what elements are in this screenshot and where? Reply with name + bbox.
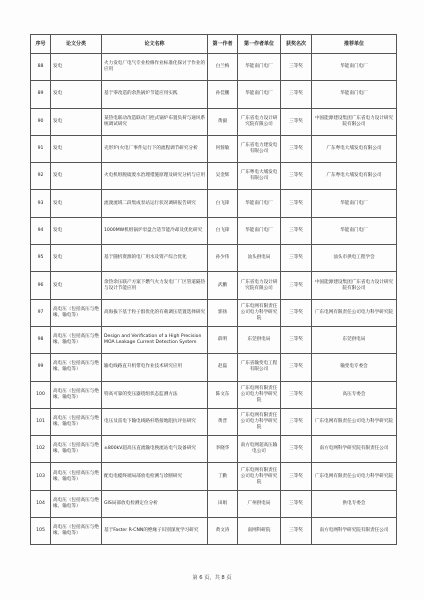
cell-unit: 南网科研院 xyxy=(238,518,281,545)
cell-award: 三等奖 xyxy=(281,299,312,326)
table-row xyxy=(31,245,397,272)
cell-seq: 89 xyxy=(31,81,51,108)
cell-unit: 南方电网超高压输电公司 xyxy=(238,436,281,463)
header-first-author-unit: 第一作者单位 xyxy=(238,35,281,54)
cell-seq: 96 xyxy=(31,272,51,299)
table-row xyxy=(31,326,397,353)
table-row xyxy=(31,217,397,244)
cell-recommender: 中国能源建设集团广东省电力设计研究院有限公司 xyxy=(312,272,397,299)
cell-category: 发电 xyxy=(51,272,102,299)
header-seq: 序号 xyxy=(31,35,51,54)
cell-seq: 93 xyxy=(31,190,51,217)
cell-author: 陈文东 xyxy=(208,381,238,408)
cell-category: 高电压（包括高压与绝缘、输电等） xyxy=(51,518,102,545)
cell-seq: 99 xyxy=(31,354,51,381)
cell-title: 1000MW机组锅炉泵盘合适节能冷却及优化研究 xyxy=(102,217,208,244)
cell-recommender: 中国能源建设集团广东省电力设计研究院有限公司 xyxy=(312,108,397,135)
cell-award: 三等奖 xyxy=(281,463,312,490)
table-header-row xyxy=(31,35,397,54)
cell-unit: 广州供电局 xyxy=(238,490,281,517)
cell-title: 某热电联动改造联动门控式锅炉布置负荷与通风系统调试研究 xyxy=(102,108,208,135)
cell-author: 黄毅 xyxy=(208,108,238,135)
table-row xyxy=(31,299,397,326)
cell-title: 高海拔下基于粒子群优化的有载调压装置选择研究 xyxy=(102,299,208,326)
cell-category: 高电压（包括高压与绝缘、输电等） xyxy=(51,299,102,326)
cell-unit: 广东粤电大埔发电有限公司 xyxy=(238,163,281,190)
table-row xyxy=(31,518,397,545)
table-row xyxy=(31,463,397,490)
table-row xyxy=(31,381,397,408)
cell-award: 三等奖 xyxy=(281,190,312,217)
cell-category: 发电 xyxy=(51,54,102,81)
cell-title: Design and Verification of a High Precision MOA Leakage Current Detection System xyxy=(102,326,208,353)
cell-category: 高电压（包括高压与绝缘、输电等） xyxy=(51,326,102,353)
table-row xyxy=(31,54,397,81)
cell-title: 特高可靠的变压器绕组状态监测方法 xyxy=(102,381,208,408)
cell-seq: 88 xyxy=(31,54,51,81)
cell-seq: 91 xyxy=(31,135,51,162)
cell-seq: 94 xyxy=(31,217,51,244)
header-title: 论文名称 xyxy=(102,35,208,54)
cell-recommender: 广东粤电大埔发电有限公司 xyxy=(312,135,397,162)
cell-award: 三等奖 xyxy=(281,326,312,353)
cell-author: 白飞锋 xyxy=(208,217,238,244)
cell-category: 高电压（包括高压与绝缘、输电等） xyxy=(51,408,102,435)
cell-unit: 广东省输变电工程有限公司 xyxy=(238,354,281,381)
cell-title: 基于Faster R-CNN的绝缘子识别深度学习研究 xyxy=(102,518,208,545)
cell-seq: 90 xyxy=(31,108,51,135)
cell-award: 三等奖 xyxy=(281,135,312,162)
cell-author: 李晓华 xyxy=(208,436,238,463)
cell-author: 赵磊 xyxy=(208,354,238,381)
cell-recommender: 南方电网科学研究院有限责任公司 xyxy=(312,436,397,463)
cell-recommender: 华能南门电厂 xyxy=(312,54,397,81)
cell-award: 三等奖 xyxy=(281,245,312,272)
cell-author: 孙少伟 xyxy=(208,245,238,272)
cell-award: 三等奖 xyxy=(281,354,312,381)
cell-category: 高电压（包括高压与绝缘、输电等） xyxy=(51,354,102,381)
cell-author: 薛明 xyxy=(208,326,238,353)
cell-title: 流渡流域二段集成泵站运行状况调研报告研究 xyxy=(102,190,208,217)
cell-recommender: 供电专委会 xyxy=(312,490,397,517)
cell-category: 发电 xyxy=(51,163,102,190)
cell-recommender: 输变电专委会 xyxy=(312,354,397,381)
cell-recommender: 华能南门电厂 xyxy=(312,190,397,217)
cell-category: 发电 xyxy=(51,135,102,162)
cell-category: 发电 xyxy=(51,190,102,217)
cell-award: 三等奖 xyxy=(281,436,312,463)
cell-title: 基于零改造的余热锅炉节能应用实践 xyxy=(102,81,208,108)
cell-category: 发电 xyxy=(51,217,102,244)
cell-award: 三等奖 xyxy=(281,518,312,545)
cell-award: 三等奖 xyxy=(281,381,312,408)
cell-seq: 92 xyxy=(31,163,51,190)
cell-title: 电压及雷电下输电线路杆塔接地阻抗评估研究 xyxy=(102,408,208,435)
cell-category: 发电 xyxy=(51,81,102,108)
cell-seq: 95 xyxy=(31,245,51,272)
cell-author: 何蓉敏 xyxy=(208,135,238,162)
cell-seq: 101 xyxy=(31,408,51,435)
cell-award: 三等奖 xyxy=(281,108,312,135)
cell-category: 高电压（包括高压与绝缘、输电等） xyxy=(51,436,102,463)
cell-recommender: 广东电网有限责任公司电力科学研究院 xyxy=(312,463,397,490)
header-award: 获奖名次 xyxy=(281,35,312,54)
cell-unit: 广东电网有限责任公司电力科学研究院 xyxy=(238,408,281,435)
cell-seq: 104 xyxy=(31,490,51,517)
cell-seq: 105 xyxy=(31,518,51,545)
cell-unit: 华能南门电厂 xyxy=(238,217,281,244)
cell-author: 田娟 xyxy=(208,490,238,517)
cell-seq: 100 xyxy=(31,381,51,408)
cell-recommender: 南方电网科学研究院有限责任公司 xyxy=(312,518,397,545)
cell-award: 三等奖 xyxy=(281,163,312,190)
cell-unit: 华能南门电厂 xyxy=(238,54,281,81)
cell-unit: 汕头供电局 xyxy=(238,245,281,272)
page-footer: 第 6 页，共 8 页 xyxy=(192,575,232,581)
cell-recommender: 华能南门电厂 xyxy=(312,217,397,244)
cell-category: 发电 xyxy=(51,108,102,135)
header-category: 论文分类 xyxy=(51,35,102,54)
cell-title: GIS局部放电检测定位分析 xyxy=(102,490,208,517)
cell-award: 三等奖 xyxy=(281,490,312,517)
table-row xyxy=(31,490,397,517)
cell-award: 三等奖 xyxy=(281,272,312,299)
table-row xyxy=(31,81,397,108)
cell-category: 发电 xyxy=(51,245,102,272)
cell-author: 白兰梅 xyxy=(208,54,238,81)
table-row xyxy=(31,436,397,463)
cell-unit: 广东电网有限责任公司电力科学研究院 xyxy=(238,381,281,408)
cell-recommender: 广东粤电大埔发电有限公司 xyxy=(312,163,397,190)
cell-unit: 广东电网有限责任公司电力科学研究院 xyxy=(238,299,281,326)
cell-title: 火电机组脱硫废水治理措施原理及研究分析与应用 xyxy=(102,163,208,190)
header-recommender: 推荐单位 xyxy=(312,35,397,54)
cell-category: 高电压（包括高压与绝缘、输电等） xyxy=(51,463,102,490)
cell-title: 配电电缆终端局部放电检测与诊断研究 xyxy=(102,463,208,490)
cell-author: 孙佳鹏 xyxy=(208,81,238,108)
cell-award: 三等奖 xyxy=(281,217,312,244)
cell-unit: 广东电网有限责任公司电力科学研究院 xyxy=(238,463,281,490)
cell-author: 黄文涛 xyxy=(208,518,238,545)
cell-unit: 广东省电力建发电有限公司 xyxy=(238,135,281,162)
table-row xyxy=(31,408,397,435)
cell-seq: 97 xyxy=(31,299,51,326)
cell-author: 白飞锋 xyxy=(208,190,238,217)
cell-unit: 广东省电力设计研究院有限公司 xyxy=(238,108,281,135)
cell-title: 基于随机资源的电厂用水及资产综合优化 xyxy=(102,245,208,272)
cell-title: 输电线路直升机带电作业技术研究应用 xyxy=(102,354,208,381)
table-row xyxy=(31,108,397,135)
cell-author: 黄晋 xyxy=(208,408,238,435)
table-row xyxy=(31,190,397,217)
cell-recommender: 汕头市供电工程学会 xyxy=(312,245,397,272)
cell-seq: 103 xyxy=(31,463,51,490)
cell-title: 壳形炉(火电厂事件运行下的流程调节研究分析 xyxy=(102,135,208,162)
cell-category: 高电压（包括高压与绝缘、输电等） xyxy=(51,490,102,517)
award-table xyxy=(30,34,397,545)
cell-recommender: 高压专委会 xyxy=(312,381,397,408)
cell-recommender: 广东电网有限责任公司电力科学研究院 xyxy=(312,408,397,435)
cell-category: 高电压（包括高压与绝缘、输电等） xyxy=(51,381,102,408)
cell-recommender: 华能南门电厂 xyxy=(312,81,397,108)
cell-recommender: 东莞供电局 xyxy=(312,326,397,353)
table-row xyxy=(31,354,397,381)
cell-award: 三等奖 xyxy=(281,81,312,108)
table-row xyxy=(31,135,397,162)
cell-title: 余热余压联产方案下燃气火力发电厂厂区管道隔热与设计节能应用 xyxy=(102,272,208,299)
cell-unit: 华能南门电厂 xyxy=(238,81,281,108)
cell-author: 武鹏 xyxy=(208,272,238,299)
cell-unit: 广东省电力设计研究院有限公司 xyxy=(238,272,281,299)
cell-seq: 102 xyxy=(31,436,51,463)
cell-award: 三等奖 xyxy=(281,54,312,81)
cell-author: 吴金辉 xyxy=(208,163,238,190)
cell-recommender: 广东电网有限责任公司电力科学研究院 xyxy=(312,299,397,326)
cell-seq: 98 xyxy=(31,326,51,353)
cell-title: 火力发电厂电气专业检修作业标准化探讨于作业的应用 xyxy=(102,54,208,81)
table-row xyxy=(31,163,397,190)
cell-award: 三等奖 xyxy=(281,408,312,435)
cell-unit: 东莞供电局 xyxy=(238,326,281,353)
cell-unit: 华能南门电厂 xyxy=(238,190,281,217)
cell-author: 郭扬 xyxy=(208,299,238,326)
cell-author: 丁勤 xyxy=(208,463,238,490)
table-row xyxy=(31,272,397,299)
header-first-author: 第一作者 xyxy=(208,35,238,54)
cell-title: ±800kV超高压直流输电换流站电气设备研究 xyxy=(102,436,208,463)
